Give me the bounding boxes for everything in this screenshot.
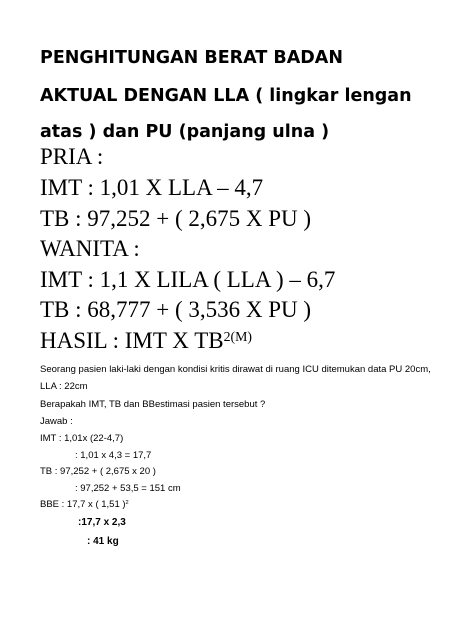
case-question: Berapakah IMT, TB dan BBestimasi pasien tersebut ? — [40, 399, 266, 410]
pria-label: PRIA : — [40, 144, 104, 169]
hasil-formula — [40, 328, 252, 354]
bbe-calc-line-1 — [40, 499, 129, 510]
bbe-result: : 41 kg — [87, 536, 119, 547]
tb-calc-line-1: TB : 97,252 + ( 2,675 x 20 ) — [40, 466, 156, 477]
imt-calc-line-1: IMT : 1,01x (22-4,7) — [40, 433, 124, 444]
pria-imt-formula: IMT : 1,01 X LLA – 4,7 — [40, 175, 264, 200]
bbe-superscript: 2 — [125, 500, 129, 507]
tb-calc-line-2: : 97,252 + 53,5 = 151 cm — [75, 483, 181, 494]
imt-calc-line-2: : 1,01 x 4,3 = 17,7 — [75, 450, 152, 461]
hasil-text: HASIL : IMT X TB — [40, 328, 224, 353]
case-description-line-2: LLA : 22cm — [40, 381, 88, 392]
case-description-line-1: Seorang pasien laki-laki dengan kondisi kritis dirawat di ruang ICU ditemukan data PU 20cm, — [40, 364, 431, 375]
pria-tb-formula: TB : 97,252 + ( 2,675 X PU ) — [40, 206, 312, 231]
wanita-imt-formula: IMT : 1,1 X LILA ( LLA ) – 6,7 — [40, 267, 336, 292]
title-line-3: atas ) dan PU (panjang ulna ) — [40, 122, 330, 142]
title-line-1: PENGHITUNGAN BERAT BADAN — [40, 48, 343, 68]
bbe-calc-line-2: :17,7 x 2,3 — [78, 517, 126, 528]
wanita-tb-formula: TB : 68,777 + ( 3,536 X PU ) — [40, 297, 312, 322]
bbe-text: BBE : 17,7 x ( 1,51 ) — [40, 499, 126, 510]
wanita-label: WANITA : — [40, 236, 140, 261]
answer-label: Jawab : — [40, 416, 73, 427]
title-line-2: AKTUAL DENGAN LLA ( lingkar lengan — [40, 86, 412, 106]
hasil-superscript: 2(M) — [223, 329, 252, 345]
